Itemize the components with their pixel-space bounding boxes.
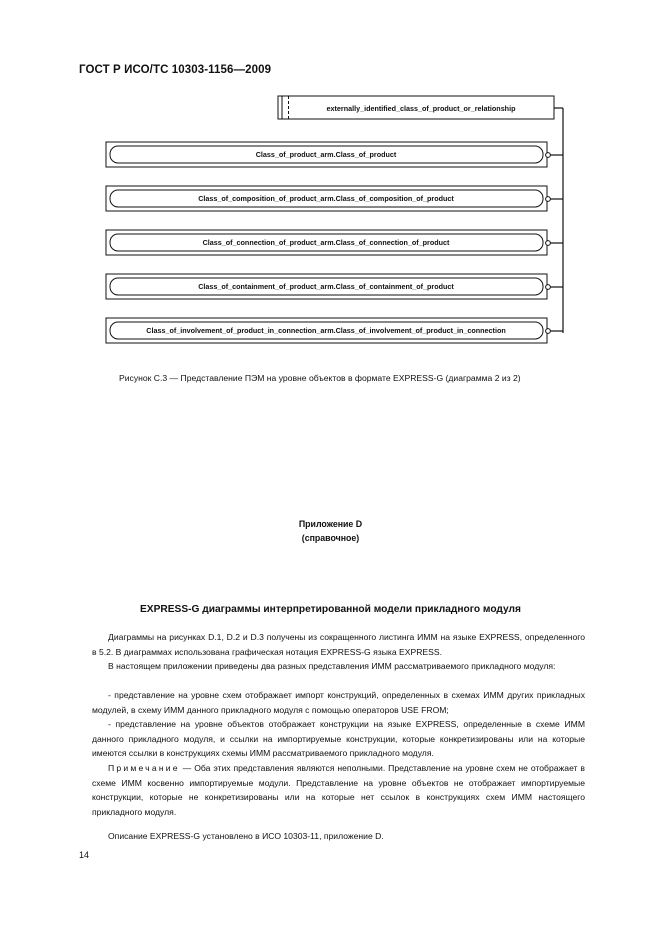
entity-box-label: Class_of_product_arm.Class_of_product bbox=[255, 150, 397, 159]
entity-box bbox=[106, 274, 563, 299]
paragraph: - представление на уровне объектов отображает конструкции на языке EXPRESS, определенные в схеме ИММ данного прикладного модуля, и ссылки на импортируемые конструкции, которые конкретизированы или на которые имеются ссылки в конструкциях схемы ИММ рассматриваемого прикладного модуля. bbox=[92, 719, 585, 759]
section-title: EXPRESS-G диаграммы интерпретированной модели прикладного модуля bbox=[140, 604, 521, 615]
document-header: ГОСТ Р ИСО/ТС 10303-1156—2009 bbox=[79, 64, 272, 76]
final-paragraph: Описание EXPRESS-G установлено в ИСО 10303-11, приложение D. bbox=[108, 831, 384, 841]
paragraph: В настоящем приложении приведены два разных представления ИММ рассматриваемого прикладного модуля: bbox=[108, 661, 556, 671]
page-number: 14 bbox=[79, 850, 90, 860]
top-entity-box bbox=[278, 96, 554, 119]
note-paragraph bbox=[92, 761, 585, 819]
entity-box bbox=[106, 318, 563, 343]
express-g-diagram bbox=[0, 0, 661, 360]
annex-title: Приложение D bbox=[298, 519, 363, 529]
figure-caption: Рисунок C.3 — Представление ПЭМ на уровне объектов в формате EXPRESS-G (диаграмма 2 из 2) bbox=[119, 373, 521, 383]
paragraph: Диаграммы на рисунках D.1, D.2 и D.3 получены из сокращенного листинга ИММ на языке EXPRESS, определенного в 5.2. В диаграммах использована графическая нотация EXPRESS-G языка EXPRESS. bbox=[92, 632, 585, 657]
note-text: — Оба этих представления являются неполными. Представление на уровне схем не отображает в схеме ИММ косвенно импортируемые модули. Представление на уровне объектов не отображает импортируемые конструкции, которые не конкретизированы или на которые нет ссылок в конструкциях схем ИММ настоящего прикладного модуля. bbox=[92, 763, 585, 817]
entity-box bbox=[106, 186, 563, 211]
entity-box bbox=[106, 142, 563, 167]
relationship-circle-icon bbox=[546, 241, 551, 246]
entity-box-label: Class_of_composition_of_product_arm.Class_of_composition_of_product bbox=[198, 194, 454, 203]
entity-box-label: Class_of_involvement_of_product_in_connection_arm.Class_of_involvement_of_product_in_connection bbox=[146, 326, 506, 335]
relationship-circle-icon bbox=[546, 153, 551, 158]
top-entity-label: externally_identified_class_of_product_or_relationship bbox=[326, 104, 516, 113]
annex-kind: (справочное) bbox=[301, 533, 360, 543]
paragraph: - представление на уровне схем отображает импорт конструкций, определенных в схемах ИММ других прикладных модулей, в схему ИММ данного прикладного модуля с помощью операторов USE FROM; bbox=[92, 690, 585, 715]
entity-box-label: Class_of_connection_of_product_arm.Class_of_connection_of_product bbox=[202, 238, 450, 247]
entity-box bbox=[106, 230, 563, 255]
entity-box-label: Class_of_containment_of_product_arm.Class_of_containment_of_product bbox=[198, 282, 454, 291]
note-label: Примечание bbox=[108, 763, 180, 773]
relationship-circle-icon bbox=[546, 329, 551, 334]
relationship-circle-icon bbox=[546, 285, 551, 290]
relationship-circle-icon bbox=[546, 197, 551, 202]
